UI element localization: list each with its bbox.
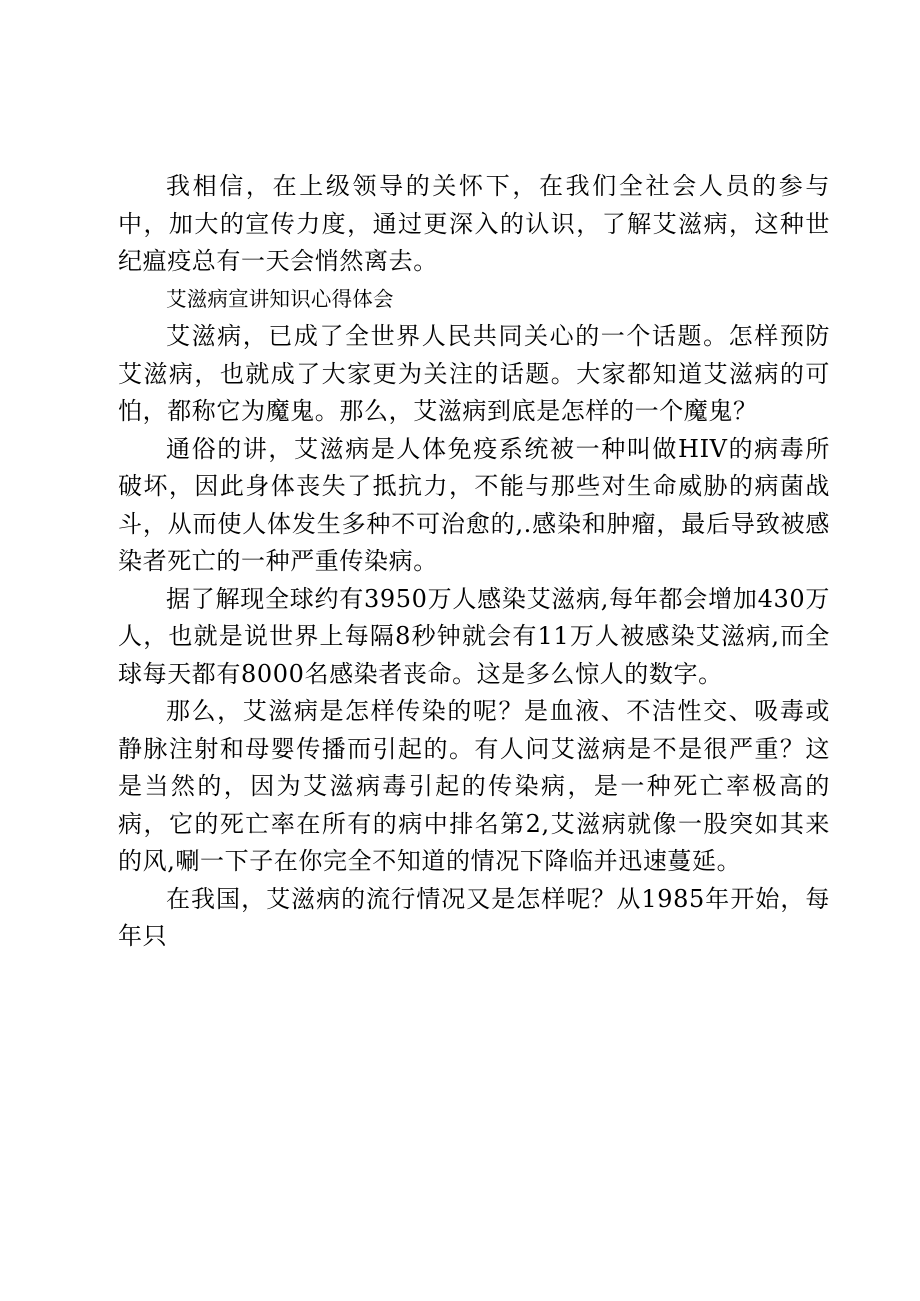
paragraph-statistics: 据了解现全球约有3950万人感染艾滋病,每年都会增加430万人，也就是说世界上每隔8秒钟就会有11万人被感染艾滋病,而全球每天都有8000名感染者丧命。这是多么惊人的数字。: [118, 584, 830, 688]
paragraph-closing-belief: 我相信，在上级领导的关怀下，在我们全社会人员的参与中，加大的宣传力度，通过更深入的认识，了解艾滋病，这种世纪瘟疫总有一天会悄然离去。: [118, 172, 830, 275]
paragraph-intro: 艾滋病，已成了全世界人民共同关心的一个话题。怎样预防艾滋病，也就成了大家更为关注的话题。大家都知道艾滋病的可怕，都称它为魔鬼。那么，艾滋病到底是怎样的一个魔鬼？: [118, 322, 830, 425]
document-body: [118, 168, 830, 956]
paragraph-definition: 通俗的讲，艾滋病是人体免疫系统被一种叫做HIV的病毒所破坏，因此身体丧失了抵抗力，不能与那些对生命威胁的病菌战斗，从而使人体发生多种不可治愈的,.感染和肿瘤，最后导致被感染者死亡的一种严重传染病。: [118, 434, 830, 575]
paragraph-china-situation: 在我国，艾滋病的流行情况又是怎样呢？从1985年开始，每年只: [118, 884, 830, 950]
paragraph-transmission: 那么，艾滋病是怎样传染的呢？是血液、不洁性交、吸毒或静脉注射和母婴传播而引起的。有人问艾滋病是不是很严重？这是当然的，因为艾滋病毒引起的传染病，是一种死亡率极高的病，它的死亡率在所有的病中排名第2,艾滋病就像一股突如其来的风,唰一下子在你完全不知道的情况下降临并迅速蔓延。: [118, 697, 830, 875]
section-title: 艾滋病宣讲知识心得体会: [166, 286, 394, 311]
